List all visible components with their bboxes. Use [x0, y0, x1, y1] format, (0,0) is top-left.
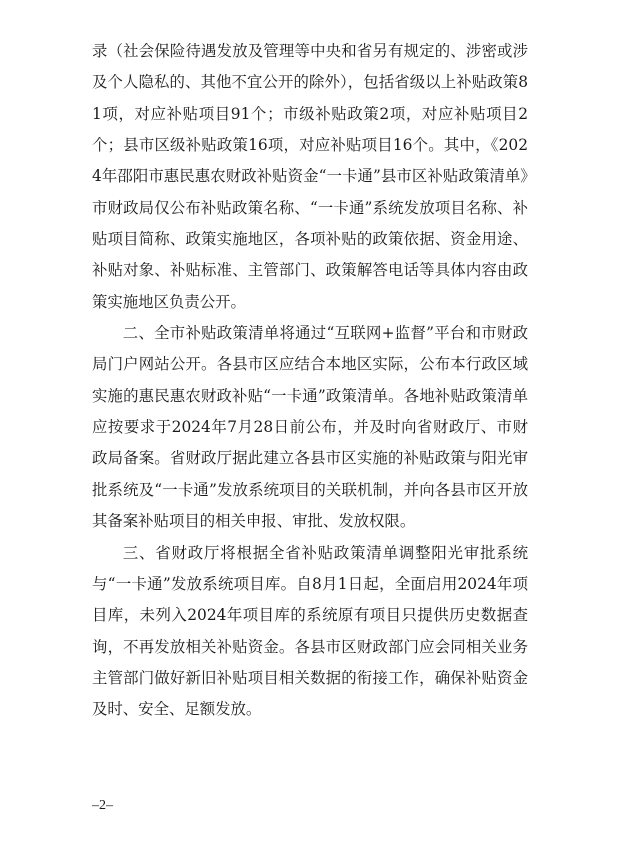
paragraph-item-three-project-library: 三、省财政厅将根据全省补贴政策清单调整阳光审批系统与“一卡通”发放系统项目库。自8月1日起，全面启用2024年项目库，未列入2024年项目库的系统原有项目只提供历史数据查询，不再发放相关补贴资金。各县市区财政部门应会同相关业务主管部门做好新旧补贴项目相关数据的衔接工作，确保补贴资金及时、安全、足额发放。 [92, 543, 528, 719]
paragraph-subsidy-list-scope: 录（社会保险待遇发放及管理等中央和省另有规定的、涉密或涉及个人隐私的、其他不宜公开的除外），包括省级以上补贴政策81项，对应补贴项目91个；市级补贴政策2项，对应补贴项目2个；县市区级补贴政策16项，对应补贴项目16个。其中，《2024年邵阳市惠民惠农财政补贴资金“一卡通”县市区补贴政策清单》市财政局仅公布补贴政策名称、“一卡通”系统发放项目名称、补贴项目简称、政策实施地区，各项补贴的政策依据、资金用途、补贴对象、补贴标准、主管部门、政策解答电话等具体内容由政策实施地区负责公开。 [92, 42, 528, 311]
paragraph-item-two-publication: 二、全市补贴政策清单将通过“互联网+监督”平台和市财政局门户网站公开。各县市区应结合本地区实际，公布本行政区域实施的惠民惠农财政补贴“一卡通”政策清单。各地补贴政策清单应按要求于2024年7月28日前公布，并及时向省财政厅、市财政局备案。省财政厅据此建立各县市区实施的补贴政策与阳光审批系统及“一卡通”发放系统项目的关联机制，并向各县市区开放其备案补贴项目的相关申报、审批、发放权限。 [92, 324, 528, 531]
page-number: –2– [92, 798, 113, 813]
document-body [92, 36, 528, 726]
